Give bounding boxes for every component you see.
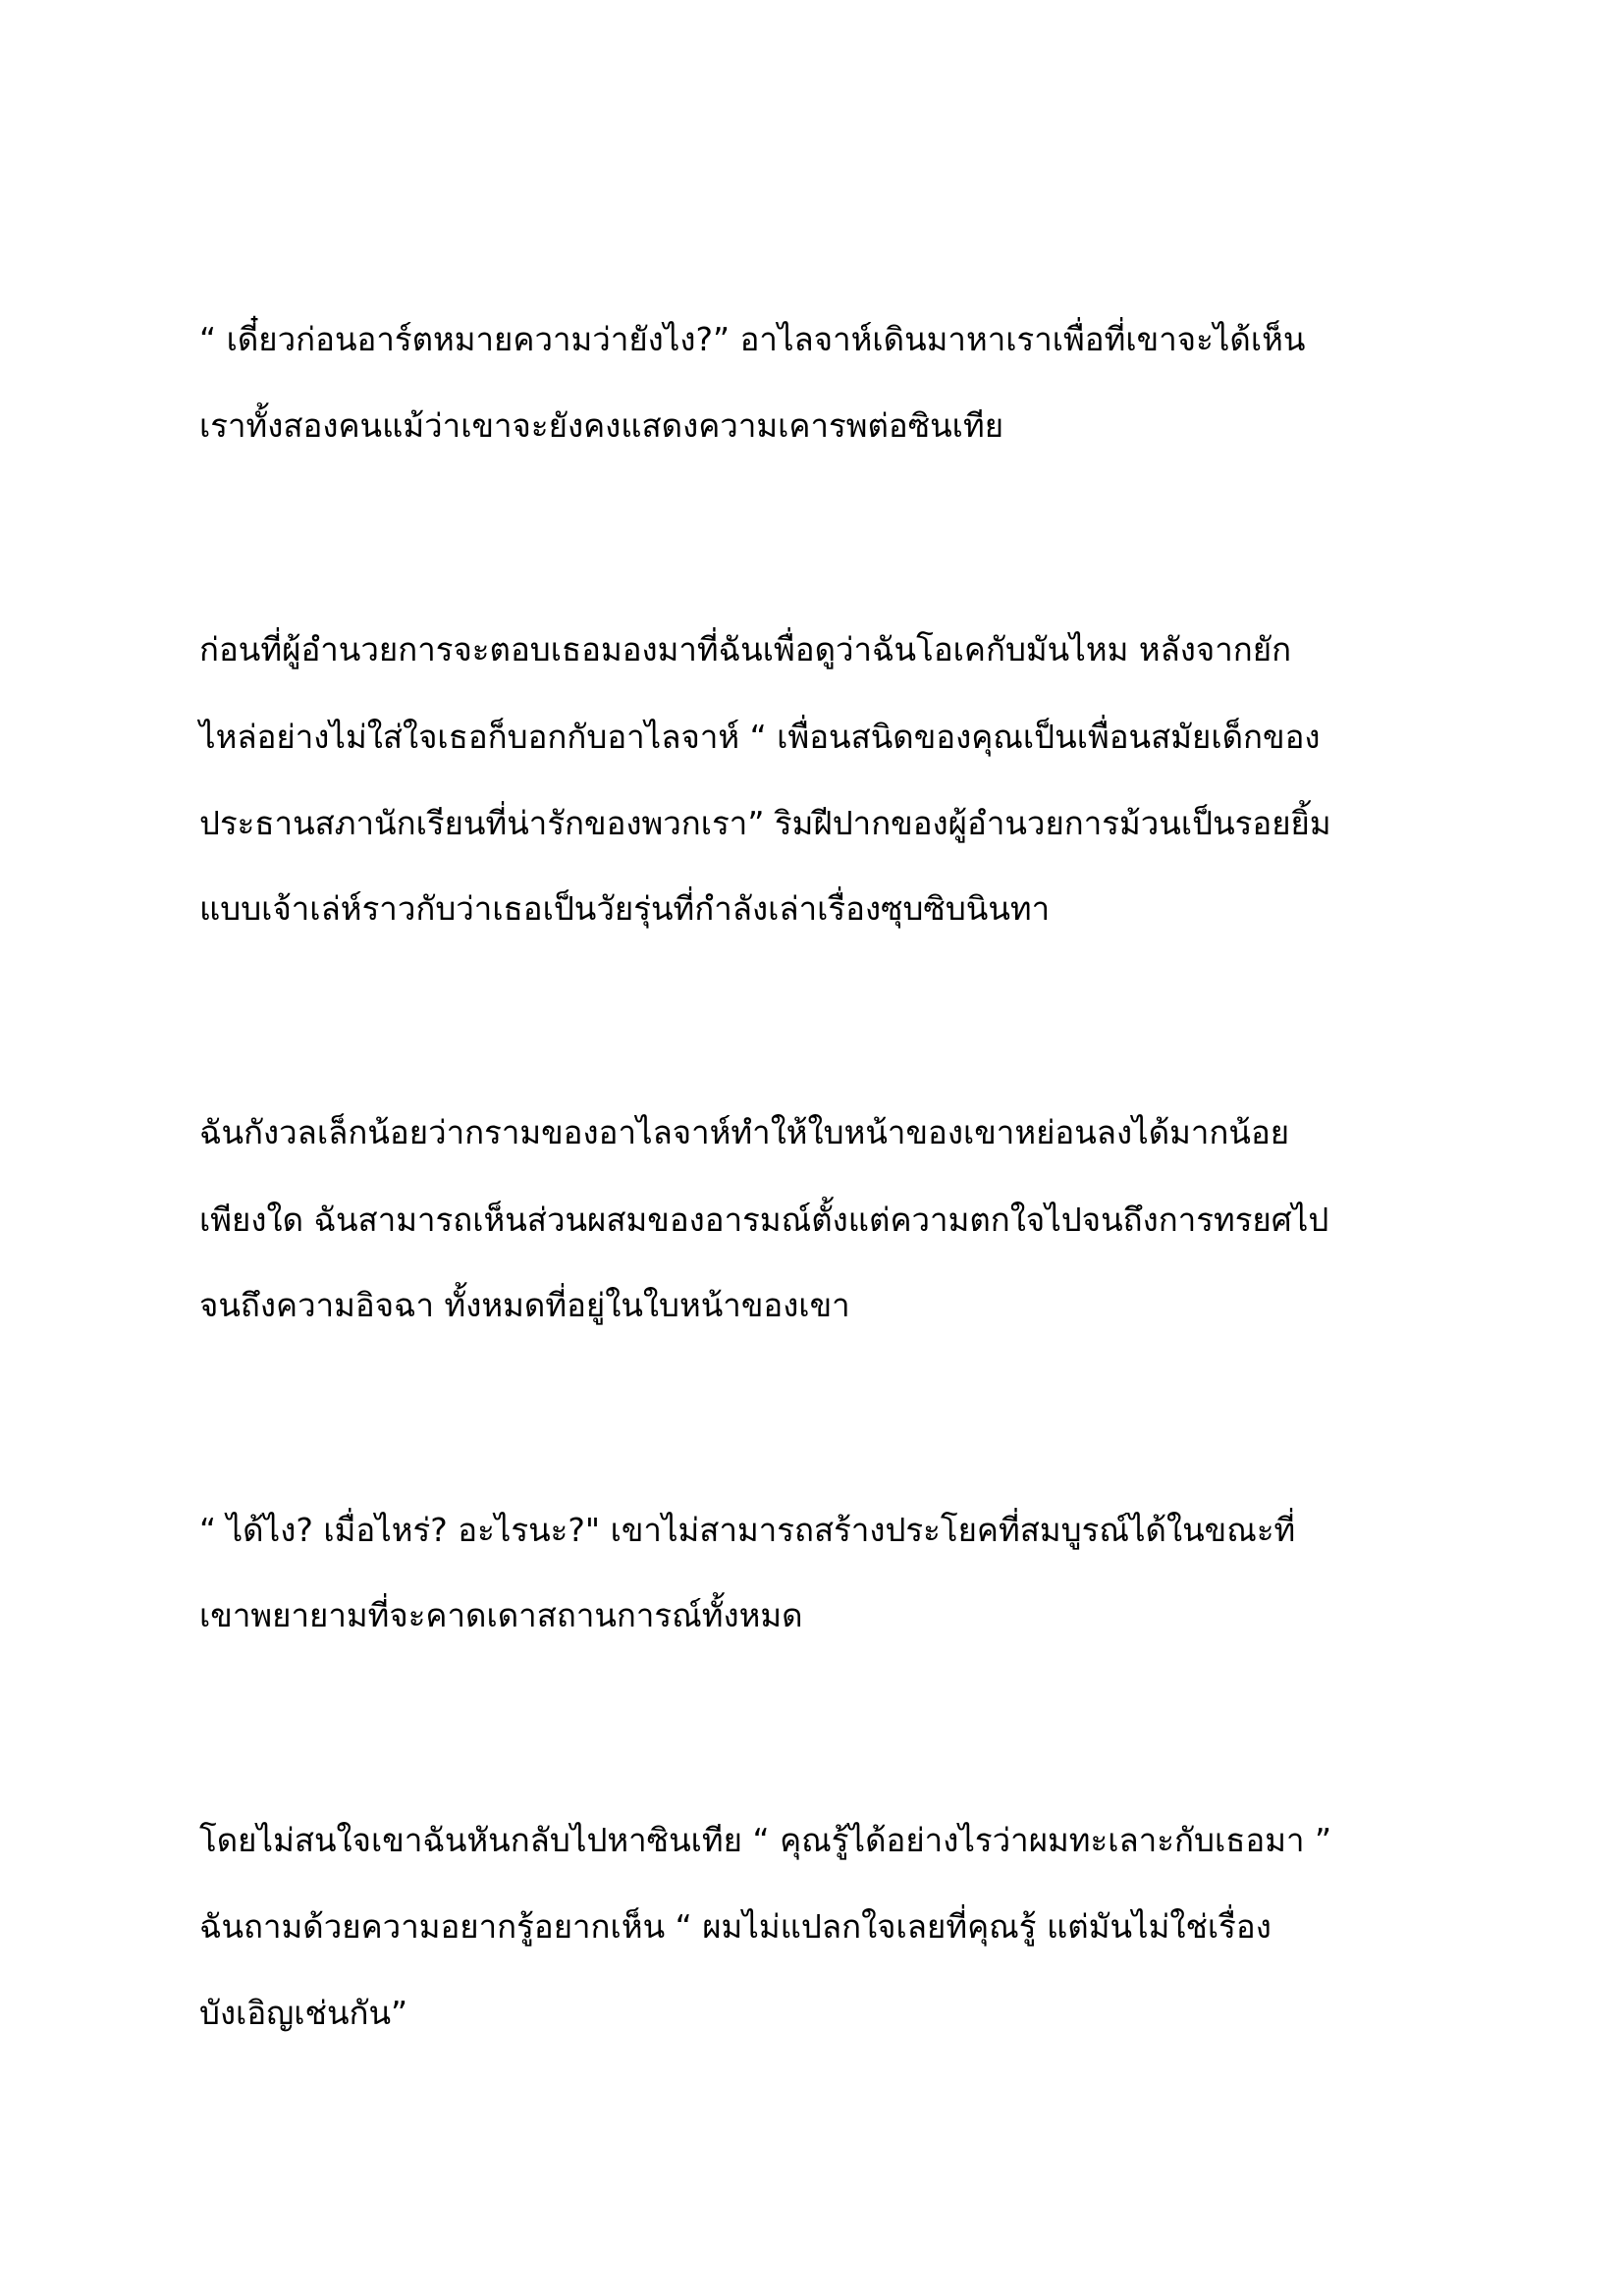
paragraph-5-line-2: ฉันถามด้วยความอยากรู้อยากเห็น “ ผมไม่แปลกใจเลยที่คุณรู้ แต่มันไม่ใช่เรื่อง bbox=[199, 1907, 1272, 1946]
paragraph-1-line-1: “ เดี๋ยวก่อนอาร์ตหมายความว่ายังไง?” อาไลจาห์เดินมาหาเราเพื่อที่เขาจะได้เห็น bbox=[199, 320, 1306, 358]
paragraph-2-line-2: ไหล่อย่างไม่ใส่ใจเธอก็บอกกับอาไลจาห์ “ เพื่อนสนิดของคุณเป็นเพื่อนสมัยเด็กของ bbox=[199, 718, 1321, 756]
paragraph-3-line-1: ฉันกังวลเล็กน้อยว่ากรามของอาไลจาห์ทำให้ใบหน้าของเขาหย่อนลงได้มากน้อย bbox=[199, 1113, 1290, 1151]
paragraph-2-line-1: ก่อนที่ผู้อำนวยการจะตอบเธอมองมาที่ฉันเพื่อดูว่าฉันโอเคกับมันไหม หลังจากยัก bbox=[199, 630, 1292, 668]
paragraph-1-line-2: เราทั้งสองคนแม้ว่าเขาจะยังคงแสดงความเคารพต่อซินเทีย bbox=[199, 406, 1004, 445]
paragraph-3-line-2: เพียงใด ฉันสามารถเห็นส่วนผสมของอารมณ์ตั้งแต่ความตกใจไปจนถึงการทรยศไป bbox=[199, 1201, 1329, 1239]
paragraph-5-line-3: บังเอิญเช่นกัน” bbox=[199, 1994, 408, 2032]
paragraph-4-line-1: “ ได้ไง? เมื่อไหร่? อะไรนะ?" เขาไม่สามารถสร้างประโยคที่สมบูรณ์ได้ในขณะที่ bbox=[199, 1511, 1296, 1549]
paragraph-4-line-2: เขาพยายามที่จะคาดเดาสถานการณ์ทั้งหมด bbox=[199, 1596, 803, 1634]
paragraph-2-line-4: แบบเจ้าเล่ห์ราวกับว่าเธอเป็นวัยรุ่นที่กำลังเล่าเรื่องซุบซิบนินทา bbox=[199, 889, 1051, 928]
paragraph-2-line-3: ประธานสภานักเรียนที่น่ารักของพวกเรา” ริมฝีปากของผู้อำนวยการม้วนเป็นรอยยิ้ม bbox=[199, 804, 1331, 842]
paragraph-3-line-3: จนถึงความอิจฉา ทั้งหมดที่อยู่ในใบหน้าของเขา bbox=[199, 1286, 850, 1324]
paragraph-5-line-1: โดยไม่สนใจเขาฉันหันกลับไปหาซินเทีย “ คุณรู้ได้อย่างไรว่าผมทะเลาะกับเธอมา ” bbox=[199, 1821, 1332, 1859]
